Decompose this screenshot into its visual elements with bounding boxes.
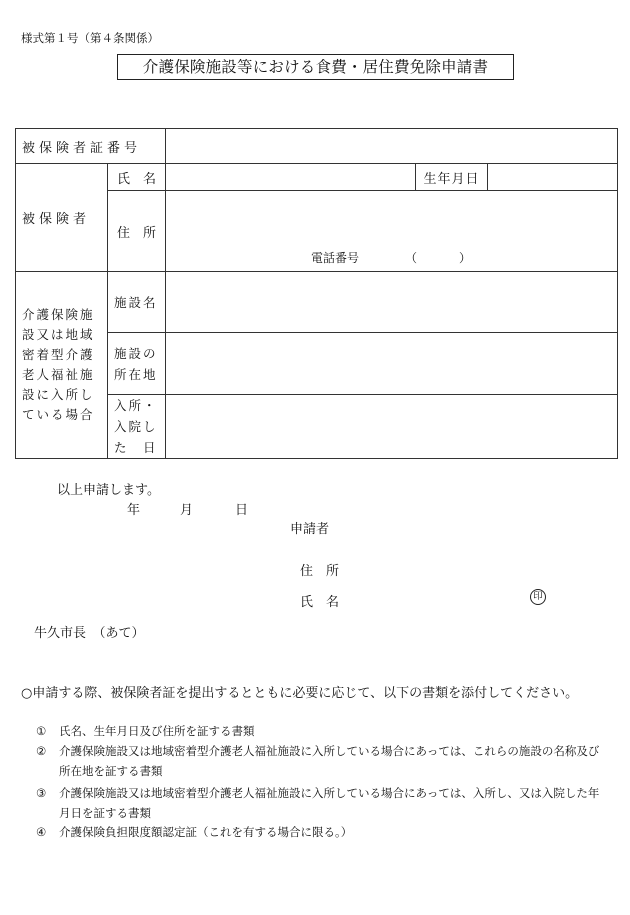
applicant-label: 申請者 — [290, 522, 330, 537]
insured-number-label: 被保険者証番号 — [16, 129, 166, 164]
note-text: 介護保険施設又は地域密着型介護老人福祉施設に入所している場合にあっては、これらの施設の名称及び — [59, 744, 600, 758]
note-number: ② — [36, 744, 47, 758]
admission-date-label: 入所・入院した 日 — [108, 395, 166, 459]
note-text-continued: 月日を証する書類 — [59, 806, 151, 820]
note-text: 氏名、生年月日及び住所を証する書類 — [59, 724, 255, 738]
seal-mark: 印 — [530, 589, 546, 605]
note-item — [36, 741, 599, 781]
birthdate-label: 生年月日 — [416, 164, 488, 191]
notes-lead: ○申請する際、被保険者証を提出するとともに必要に応じて、以下の書類を添付してください。 — [21, 686, 579, 701]
date-month-label: 月 — [180, 503, 194, 518]
phone-number-label: 電話番号 — [311, 251, 360, 265]
note-number: ④ — [36, 825, 47, 839]
form-number: 様式第１号（第４条関係） — [21, 31, 159, 45]
addressee: 牛久市長 （あて） — [34, 626, 145, 641]
note-number: ③ — [36, 786, 47, 800]
date-year-label: 年 — [127, 503, 141, 518]
applicant-address-label: 住 所 — [300, 564, 340, 579]
note-item — [36, 721, 255, 741]
facility-name-label: 施設名 — [108, 272, 166, 333]
admission-date-field[interactable] — [166, 395, 618, 459]
document-title: 介護保険施設等における食費・居住費免除申請書 — [117, 54, 514, 80]
facility-address-label: 施設の所在地 — [108, 333, 166, 395]
application-form-table — [15, 128, 618, 459]
note-text-continued: 所在地を証する書類 — [59, 764, 163, 778]
application-statement: 以上申請します。 — [57, 483, 160, 498]
birthdate-field[interactable] — [488, 164, 618, 191]
insured-person-label: 被保険者 — [16, 164, 108, 272]
insured-number-field[interactable] — [166, 129, 618, 164]
phone-paren-open: （ — [405, 251, 418, 265]
note-item — [36, 822, 352, 842]
note-text: 介護保険負担限度額認定証（これを有する場合に限る。） — [59, 825, 353, 839]
note-text: 介護保険施設又は地域密着型介護老人福祉施設に入所している場合にあっては、入所し、又は入院した年 — [59, 786, 600, 800]
note-item — [36, 783, 599, 823]
address-field[interactable] — [166, 191, 618, 272]
facility-name-field[interactable] — [166, 272, 618, 333]
date-day-label: 日 — [235, 503, 249, 518]
note-number: ① — [36, 724, 47, 738]
facility-section-label: 介護保険施設又は地域密着型介護老人福祉施設に入所している場合 — [16, 272, 108, 459]
phone-paren-close: ） — [459, 251, 472, 265]
address-label: 住 所 — [108, 191, 166, 272]
name-label: 氏 名 — [108, 164, 166, 191]
name-field[interactable] — [166, 164, 416, 191]
facility-address-field[interactable] — [166, 333, 618, 395]
applicant-name-label: 氏 名 — [300, 595, 340, 610]
phone-number-line — [311, 249, 471, 266]
